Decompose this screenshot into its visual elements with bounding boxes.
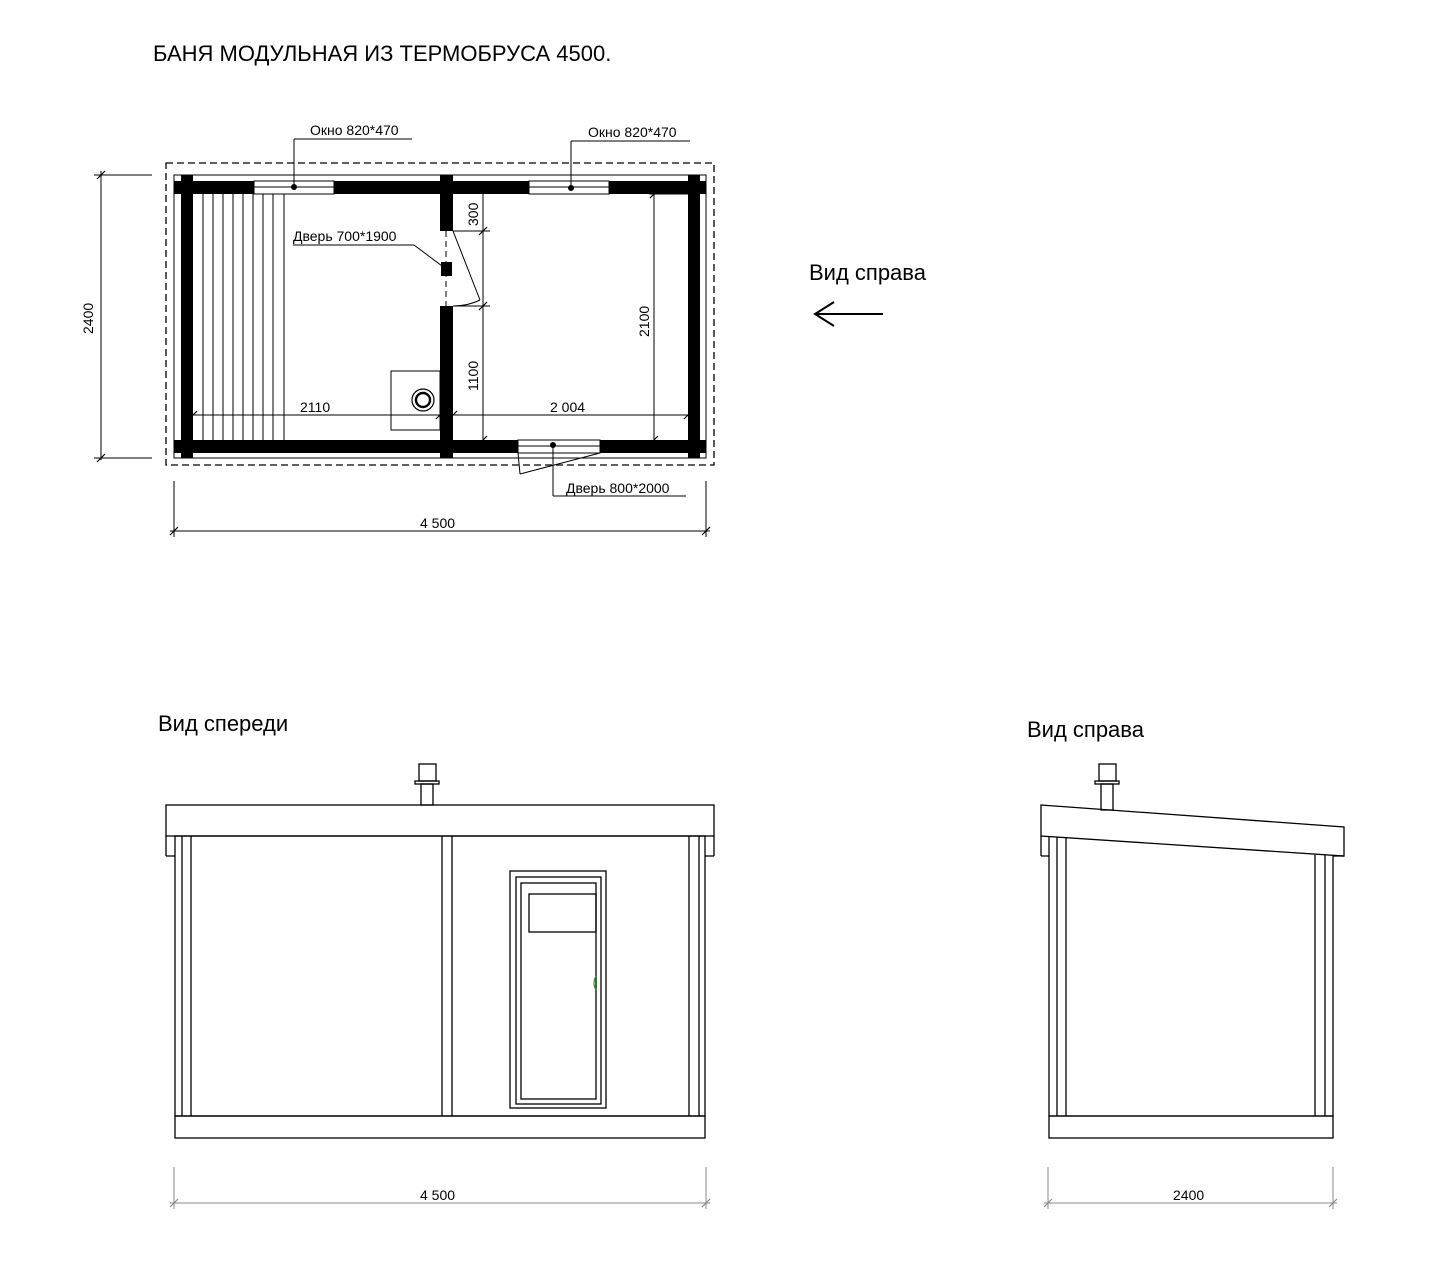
plan-inner-door-leaf (453, 231, 480, 300)
arrow-caption: Вид справа (809, 260, 926, 285)
front-base (175, 1116, 705, 1138)
plan-dim-1100: 1100 (465, 360, 481, 391)
plan-door-leaf (518, 453, 520, 474)
front-view-caption: Вид спереди (158, 711, 289, 736)
front-chimney-pipe (421, 784, 433, 805)
front-door-panel (521, 883, 596, 1099)
front-roof (166, 805, 714, 836)
plan-door-swing (520, 453, 600, 474)
plan-note-window-right: Окно 820*470 (588, 124, 677, 140)
plan-wall-left (181, 175, 193, 458)
plan-chimney-inner (416, 393, 430, 407)
plan-dim-2100: 2100 (636, 305, 652, 337)
plan-partition-upper (440, 175, 453, 231)
side-dim-2400: 2400 (1173, 1187, 1205, 1203)
front-wall (175, 836, 705, 1116)
plan-note-door-outer: Дверь 800*2000 (566, 480, 670, 496)
front-view (166, 764, 714, 1209)
side-view (1041, 764, 1344, 1209)
plan-dim-2004: 2 004 (550, 399, 586, 415)
plan-note-door-inner: Дверь 700*1900 (293, 228, 397, 244)
plan-dim-2110: 2110 (300, 399, 331, 415)
front-door-glass (529, 894, 596, 932)
front-dim-4500: 4 500 (420, 1187, 456, 1203)
side-roof (1041, 805, 1344, 856)
floor-plan (80, 122, 714, 537)
side-view-caption: Вид справа (1027, 717, 1144, 742)
plan-note-window-left: Окно 820*470 (310, 122, 399, 138)
plan-sauna-bench (203, 194, 284, 440)
plan-dim-300: 300 (465, 202, 481, 226)
front-chimney-cap (419, 764, 436, 781)
plan-partition-lower (440, 306, 453, 458)
side-wall (1049, 836, 1333, 1116)
plan-leader-door-inner (293, 245, 449, 272)
sheet-title: БАНЯ МОДУЛЬНАЯ ИЗ ТЕРМОБРУСА 4500. (153, 41, 612, 66)
plan-wall-right (688, 175, 700, 458)
side-chimney-pipe (1101, 784, 1113, 810)
side-base (1049, 1116, 1333, 1138)
front-door-frame (510, 871, 606, 1108)
view-direction-arrow (815, 302, 883, 326)
side-chimney-cap (1099, 764, 1116, 781)
plan-dim-4500: 4 500 (420, 515, 456, 531)
plan-inner-door-swing (453, 300, 480, 306)
plan-dim-2400: 2400 (80, 302, 96, 334)
